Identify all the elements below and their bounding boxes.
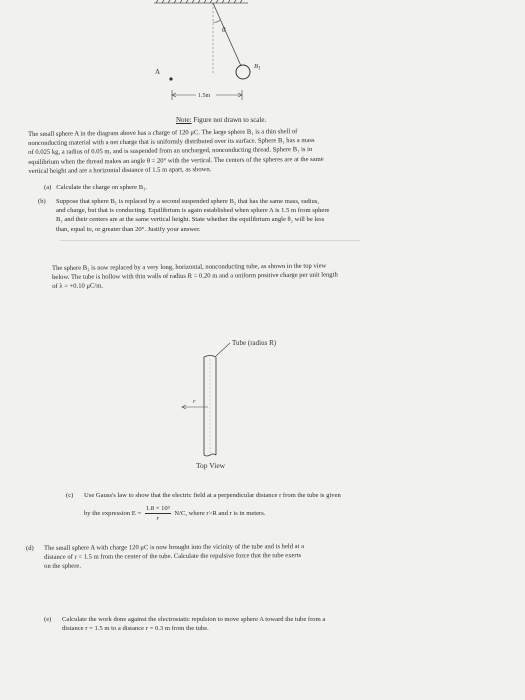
- replacement-line: below. The tube is hollow with thin walls of radius R = 0.20 m and a uniform positive charge per unit length: [52, 271, 338, 282]
- expression-prefix: by the expression E =: [84, 510, 142, 518]
- r-label: r: [193, 398, 196, 405]
- part-e-label: (e): [44, 616, 52, 623]
- part-d-line: distance of r = 1.5 m from the center of the tube. Calculate the repulsive force that the tube exerts: [44, 552, 302, 562]
- part-e-line: distance r = 1.5 m to a distance r = 0.3 m from the tube.: [62, 625, 209, 633]
- intro-line: vertical height and are a horizontal distance of 1.5 m apart, as shown.: [28, 165, 212, 175]
- note-prefix: Note:: [176, 116, 192, 124]
- part-e: [44, 615, 470, 633]
- part-b-line: B₂ and their centers are at the same vertical height. State whether the equilibrium angle θ₂ will be less: [56, 216, 325, 224]
- tube-label: Tube (radius R): [232, 339, 277, 347]
- part-b-line: Suppose that sphere B₁ is replaced by a second suspended sphere B₂ that has the same mass, radius,: [56, 198, 319, 205]
- intro-line: The small sphere A in the diagram above has a charge of 120 μC. The large sphere B₁ is a thin shell of: [28, 128, 298, 138]
- fraction: [145, 504, 171, 523]
- replacement-line: The sphere B₂ is now replaced by a very long, horizontal, nonconducting tube, as shown in the top view: [52, 262, 327, 272]
- part-d-line: on the sphere.: [44, 563, 81, 571]
- part-d: [26, 541, 442, 571]
- tube: [204, 356, 216, 457]
- part-b: [38, 197, 444, 234]
- part-d-line: The small sphere A with charge 120 μC is now brought into the vicinity of the tube and is held at a: [44, 543, 305, 552]
- part-b-line: and charge, but that is conducting. Equilibrium is again established when sphere A is 1.5 m from sphere: [56, 207, 330, 215]
- angle-label: θ: [222, 26, 226, 34]
- sphere-a-label: A: [155, 68, 161, 76]
- intro-line: of 0.025 kg, a radius of 0.05 m, and is suspended from an uncharged, nonconducting thread. Sphere B₁ is in: [28, 146, 313, 157]
- part-c-line1: Use Gauss's law to show that the electric field at a perpendicular distance r from the tube is given: [84, 492, 341, 499]
- part-c-label: (c): [66, 492, 74, 499]
- tube-top-view-diagram: [170, 335, 340, 475]
- replacement-paragraph: [52, 261, 444, 292]
- intro-paragraph: [28, 126, 438, 176]
- view-label: Top View: [196, 461, 226, 470]
- angle-arc: [213, 20, 220, 22]
- fraction-denominator: r: [156, 515, 160, 523]
- note-text: Figure not drawn to scale.: [191, 116, 267, 124]
- intro-line: nonconducting material with a net charge that is uniformly distributed over its surface. Sphere B₁ has a mass: [28, 137, 315, 148]
- part-c: [66, 491, 452, 524]
- sphere-b-label: $B_1$: [254, 63, 261, 72]
- intro-line: equilibrium when the thread makes an angle θ = 20° with the vertical. The centers of the spheres are at the same: [28, 155, 324, 166]
- part-a: [44, 183, 444, 192]
- sphere-a: [169, 77, 172, 80]
- part-a-text: Calculate the charge on sphere B₁.: [56, 184, 148, 191]
- part-e-line: Calculate the work done against the electrostatic repulsion to move sphere A toward the tube from a: [62, 616, 326, 623]
- ceiling-hatch: [154, 0, 248, 3]
- part-c-line2: [72, 504, 452, 523]
- replacement-line: of λ = +0.10 μC/m.: [52, 282, 104, 291]
- sphere-b1: [236, 65, 250, 79]
- thread: [213, 3, 241, 66]
- distance-label: 1.5m: [198, 93, 211, 99]
- figure-note: [176, 116, 266, 124]
- fraction-numerator: 1.8 × 10³: [145, 504, 171, 514]
- part-d-label: (d): [26, 544, 34, 553]
- part-a-label: (a): [44, 184, 52, 191]
- part-b-label: (b): [38, 198, 46, 205]
- tube-label-pointer: [216, 343, 230, 356]
- answer-line: [60, 240, 360, 241]
- part-b-line: than, equal to, or greater than 20°. Justify your answer.: [56, 225, 201, 233]
- expression-suffix: N/C, where r>R and r is in meters.: [174, 510, 266, 518]
- sphere-diagram: [150, 0, 300, 110]
